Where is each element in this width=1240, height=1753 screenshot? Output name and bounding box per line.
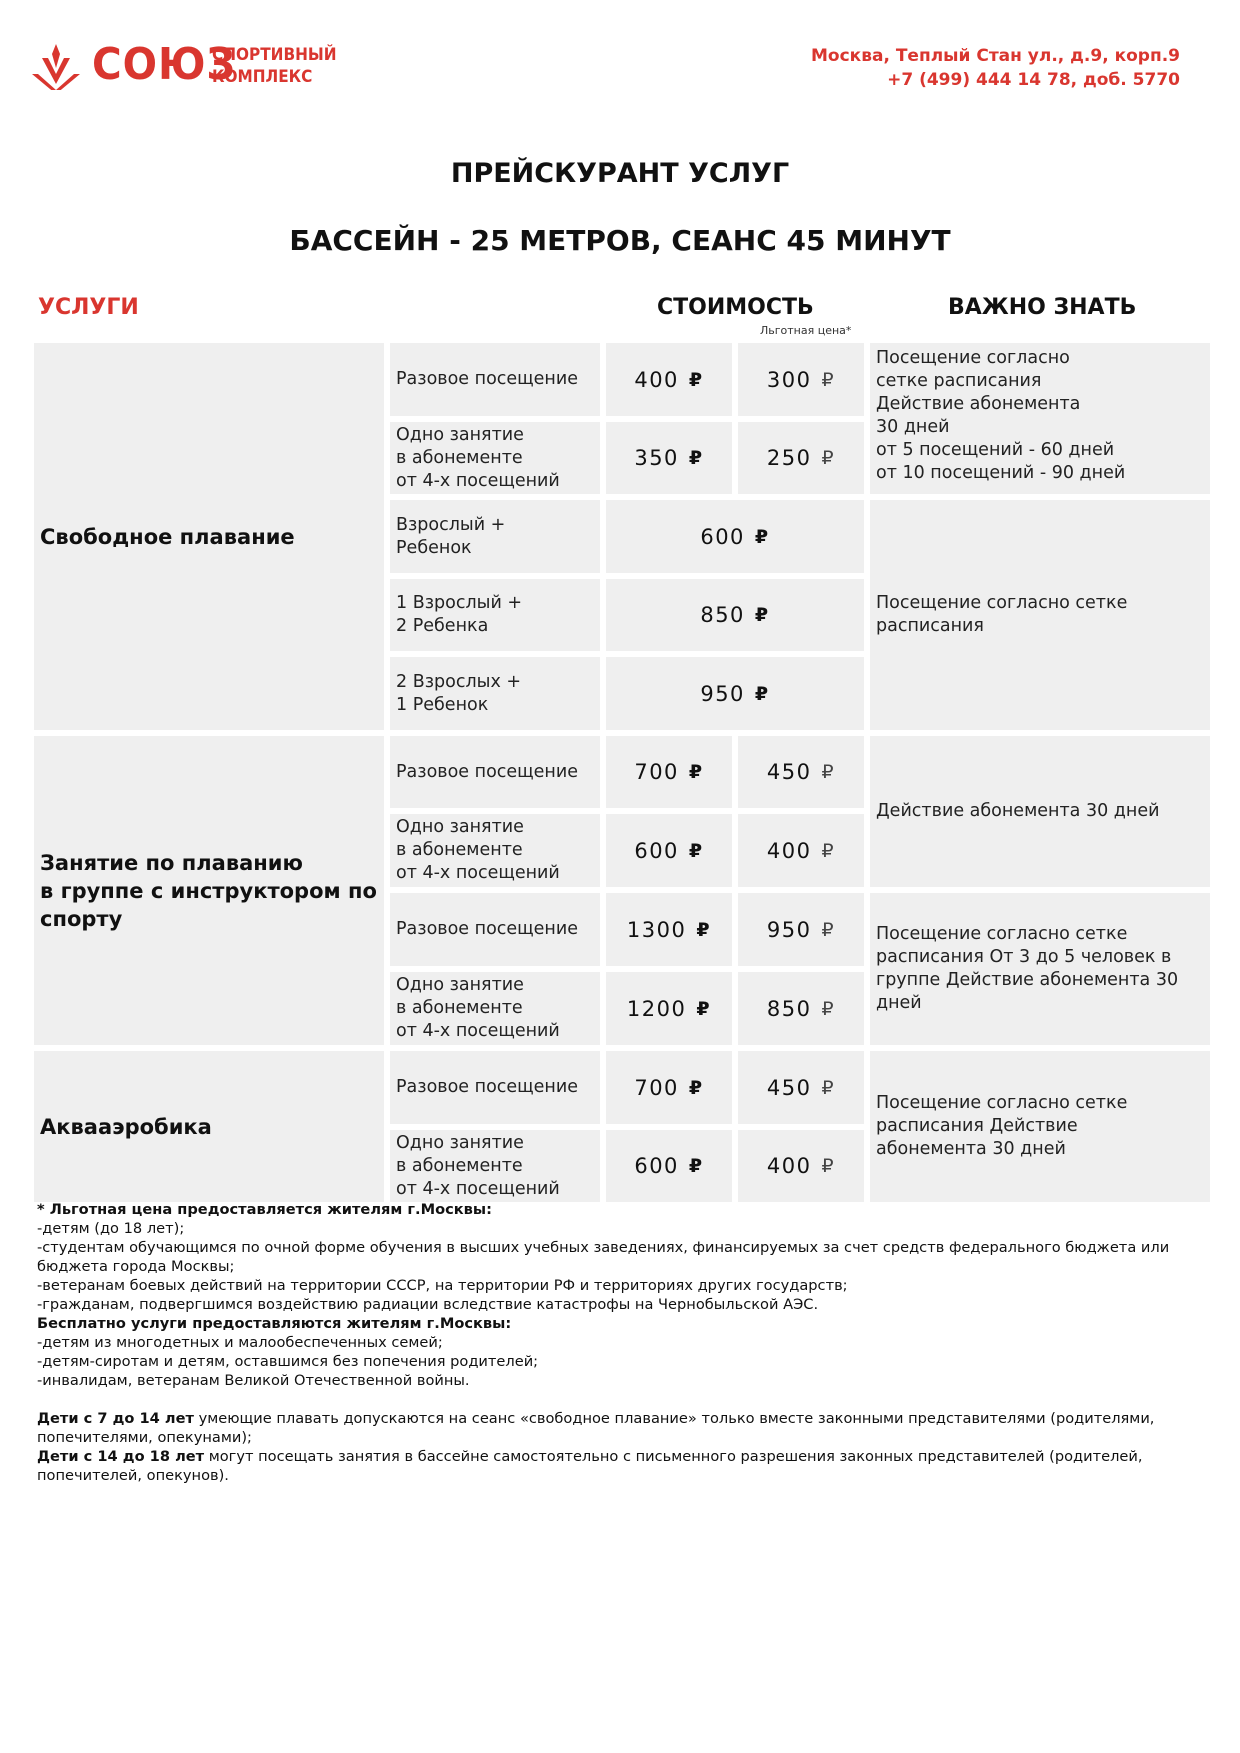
option-label: Разовое посещение bbox=[390, 736, 600, 808]
info-aqua: Посещение согласно сетке расписания Действие абонемента 30 дней bbox=[870, 1051, 1210, 1202]
footnote-line: -ветеранам боевых действий на территории СССР, на территории РФ и территориях других государств; bbox=[37, 1277, 848, 1294]
footnotes bbox=[37, 1200, 1207, 1485]
contact-info bbox=[811, 44, 1180, 92]
discount-price-cell: 250 ₽ bbox=[738, 422, 864, 494]
footnote-line: -студентам обучающимся по очной форме обучения в высших учебных заведениях, финансируемых за счет средств федерального бюджета или бюджета города Москвы; bbox=[37, 1239, 1170, 1275]
info-group-subscription: Действие абонемента 30 дней bbox=[870, 736, 1210, 887]
option-label: Разовое посещение bbox=[390, 893, 600, 966]
column-header-important: ВАЖНО ЗНАТЬ bbox=[948, 295, 1137, 320]
option-label: 2 Взрослых + 1 Ребенок bbox=[390, 657, 600, 730]
footnote-line: -детям из многодетных и малообеспеченных семей; bbox=[37, 1334, 443, 1351]
price-cell: 1300 ₽ bbox=[606, 893, 732, 966]
logo-subtitle: СПОРТИВНЫЙ КОМПЛЕКС bbox=[212, 45, 337, 87]
price-cell: 700 ₽ bbox=[606, 1051, 732, 1124]
footnote-line: -гражданам, подвергшимся воздействию радиации вследствие катастрофы на Чернобыльской АЭС. bbox=[37, 1296, 819, 1313]
price-cell: 350 ₽ bbox=[606, 422, 732, 494]
logo-emblem-icon bbox=[32, 44, 80, 90]
discount-price-cell: 450 ₽ bbox=[738, 736, 864, 808]
discount-price-cell: 450 ₽ bbox=[738, 1051, 864, 1124]
logo-wordmark: СОЮЗ bbox=[92, 39, 237, 90]
price-cell: 600 ₽ bbox=[606, 500, 864, 573]
option-label: Разовое посещение bbox=[390, 1051, 600, 1124]
discount-heading: * Льготная цена предоставляется жителям г.Москвы: bbox=[37, 1201, 492, 1218]
phone[interactable]: +7 (499) 444 14 78, доб. 5770 bbox=[887, 70, 1180, 90]
free-heading: Бесплатно услуги предоставляются жителям г.Москвы: bbox=[37, 1315, 512, 1332]
option-label: Одно занятие в абонементе от 4-х посещений bbox=[390, 1130, 600, 1202]
option-label: Взрослый + Ребенок bbox=[390, 500, 600, 573]
info-group-small: Посещение согласно сетке расписания От 3 до 5 человек в группе Действие абонемента 30 дней bbox=[870, 893, 1210, 1045]
price-cell: 850 ₽ bbox=[606, 579, 864, 651]
price-cell: 700 ₽ bbox=[606, 736, 732, 808]
page-subtitle: БАССЕЙН - 25 МЕТРОВ, СЕАНС 45 МИНУТ bbox=[289, 224, 951, 257]
discount-price-cell: 400 ₽ bbox=[738, 814, 864, 887]
option-label: Одно занятие в абонементе от 4-х посещений bbox=[390, 422, 600, 494]
discount-price-cell: 400 ₽ bbox=[738, 1130, 864, 1202]
price-cell: 950 ₽ bbox=[606, 657, 864, 730]
option-label: Одно занятие в абонементе от 4-х посещений bbox=[390, 814, 600, 887]
discount-price-cell: 950 ₽ bbox=[738, 893, 864, 966]
service-group-lessons: Занятие по плаванию в группе с инструктором по спорту bbox=[34, 736, 384, 1045]
footnote-line: -инвалидам, ветеранам Великой Отечественной войны. bbox=[37, 1372, 470, 1389]
info-free-swim-subscription: Посещение согласно сетке расписания Действие абонемента 30 дней от 5 посещений - 60 дней от 10 посещений - 90 дней bbox=[870, 343, 1210, 494]
price-cell: 600 ₽ bbox=[606, 814, 732, 887]
footnote-line: -детям-сиротам и детям, оставшимся без попечения родителей; bbox=[37, 1353, 539, 1370]
discount-price-cell: 300 ₽ bbox=[738, 343, 864, 416]
service-aqua-aerobics: Аквааэробика bbox=[34, 1051, 384, 1202]
discount-price-cell: 850 ₽ bbox=[738, 972, 864, 1045]
service-free-swim: Свободное плавание bbox=[34, 343, 384, 730]
page-title: ПРЕЙСКУРАНТ УСЛУГ bbox=[450, 158, 790, 189]
footnote-line: -детям (до 18 лет); bbox=[37, 1220, 185, 1237]
option-label: Одно занятие в абонементе от 4-х посещений bbox=[390, 972, 600, 1045]
discount-price-note: Льготная цена* bbox=[760, 324, 852, 337]
price-cell: 600 ₽ bbox=[606, 1130, 732, 1202]
info-free-swim-family: Посещение согласно сетке расписания bbox=[870, 500, 1210, 730]
price-cell: 1200 ₽ bbox=[606, 972, 732, 1045]
column-header-price: СТОИМОСТЬ bbox=[657, 295, 814, 320]
column-header-services: УСЛУГИ bbox=[38, 295, 139, 320]
option-label: Разовое посещение bbox=[390, 343, 600, 416]
kids-14-18-rule: Дети с 14 до 18 лет могут посещать занятия в бассейне самостоятельно с письменного разрешения законных представителей (родителей, попечителей, опекунов). bbox=[37, 1448, 1143, 1484]
price-cell: 400 ₽ bbox=[606, 343, 732, 416]
option-label: 1 Взрослый + 2 Ребенка bbox=[390, 579, 600, 651]
address: Москва, Теплый Стан ул., д.9, корп.9 bbox=[811, 46, 1180, 66]
kids-7-14-rule: Дети с 7 до 14 лет умеющие плавать допускаются на сеанс «свободное плавание» только вместе законными представителями (родителями, попечителями, опекунами); bbox=[37, 1410, 1155, 1446]
